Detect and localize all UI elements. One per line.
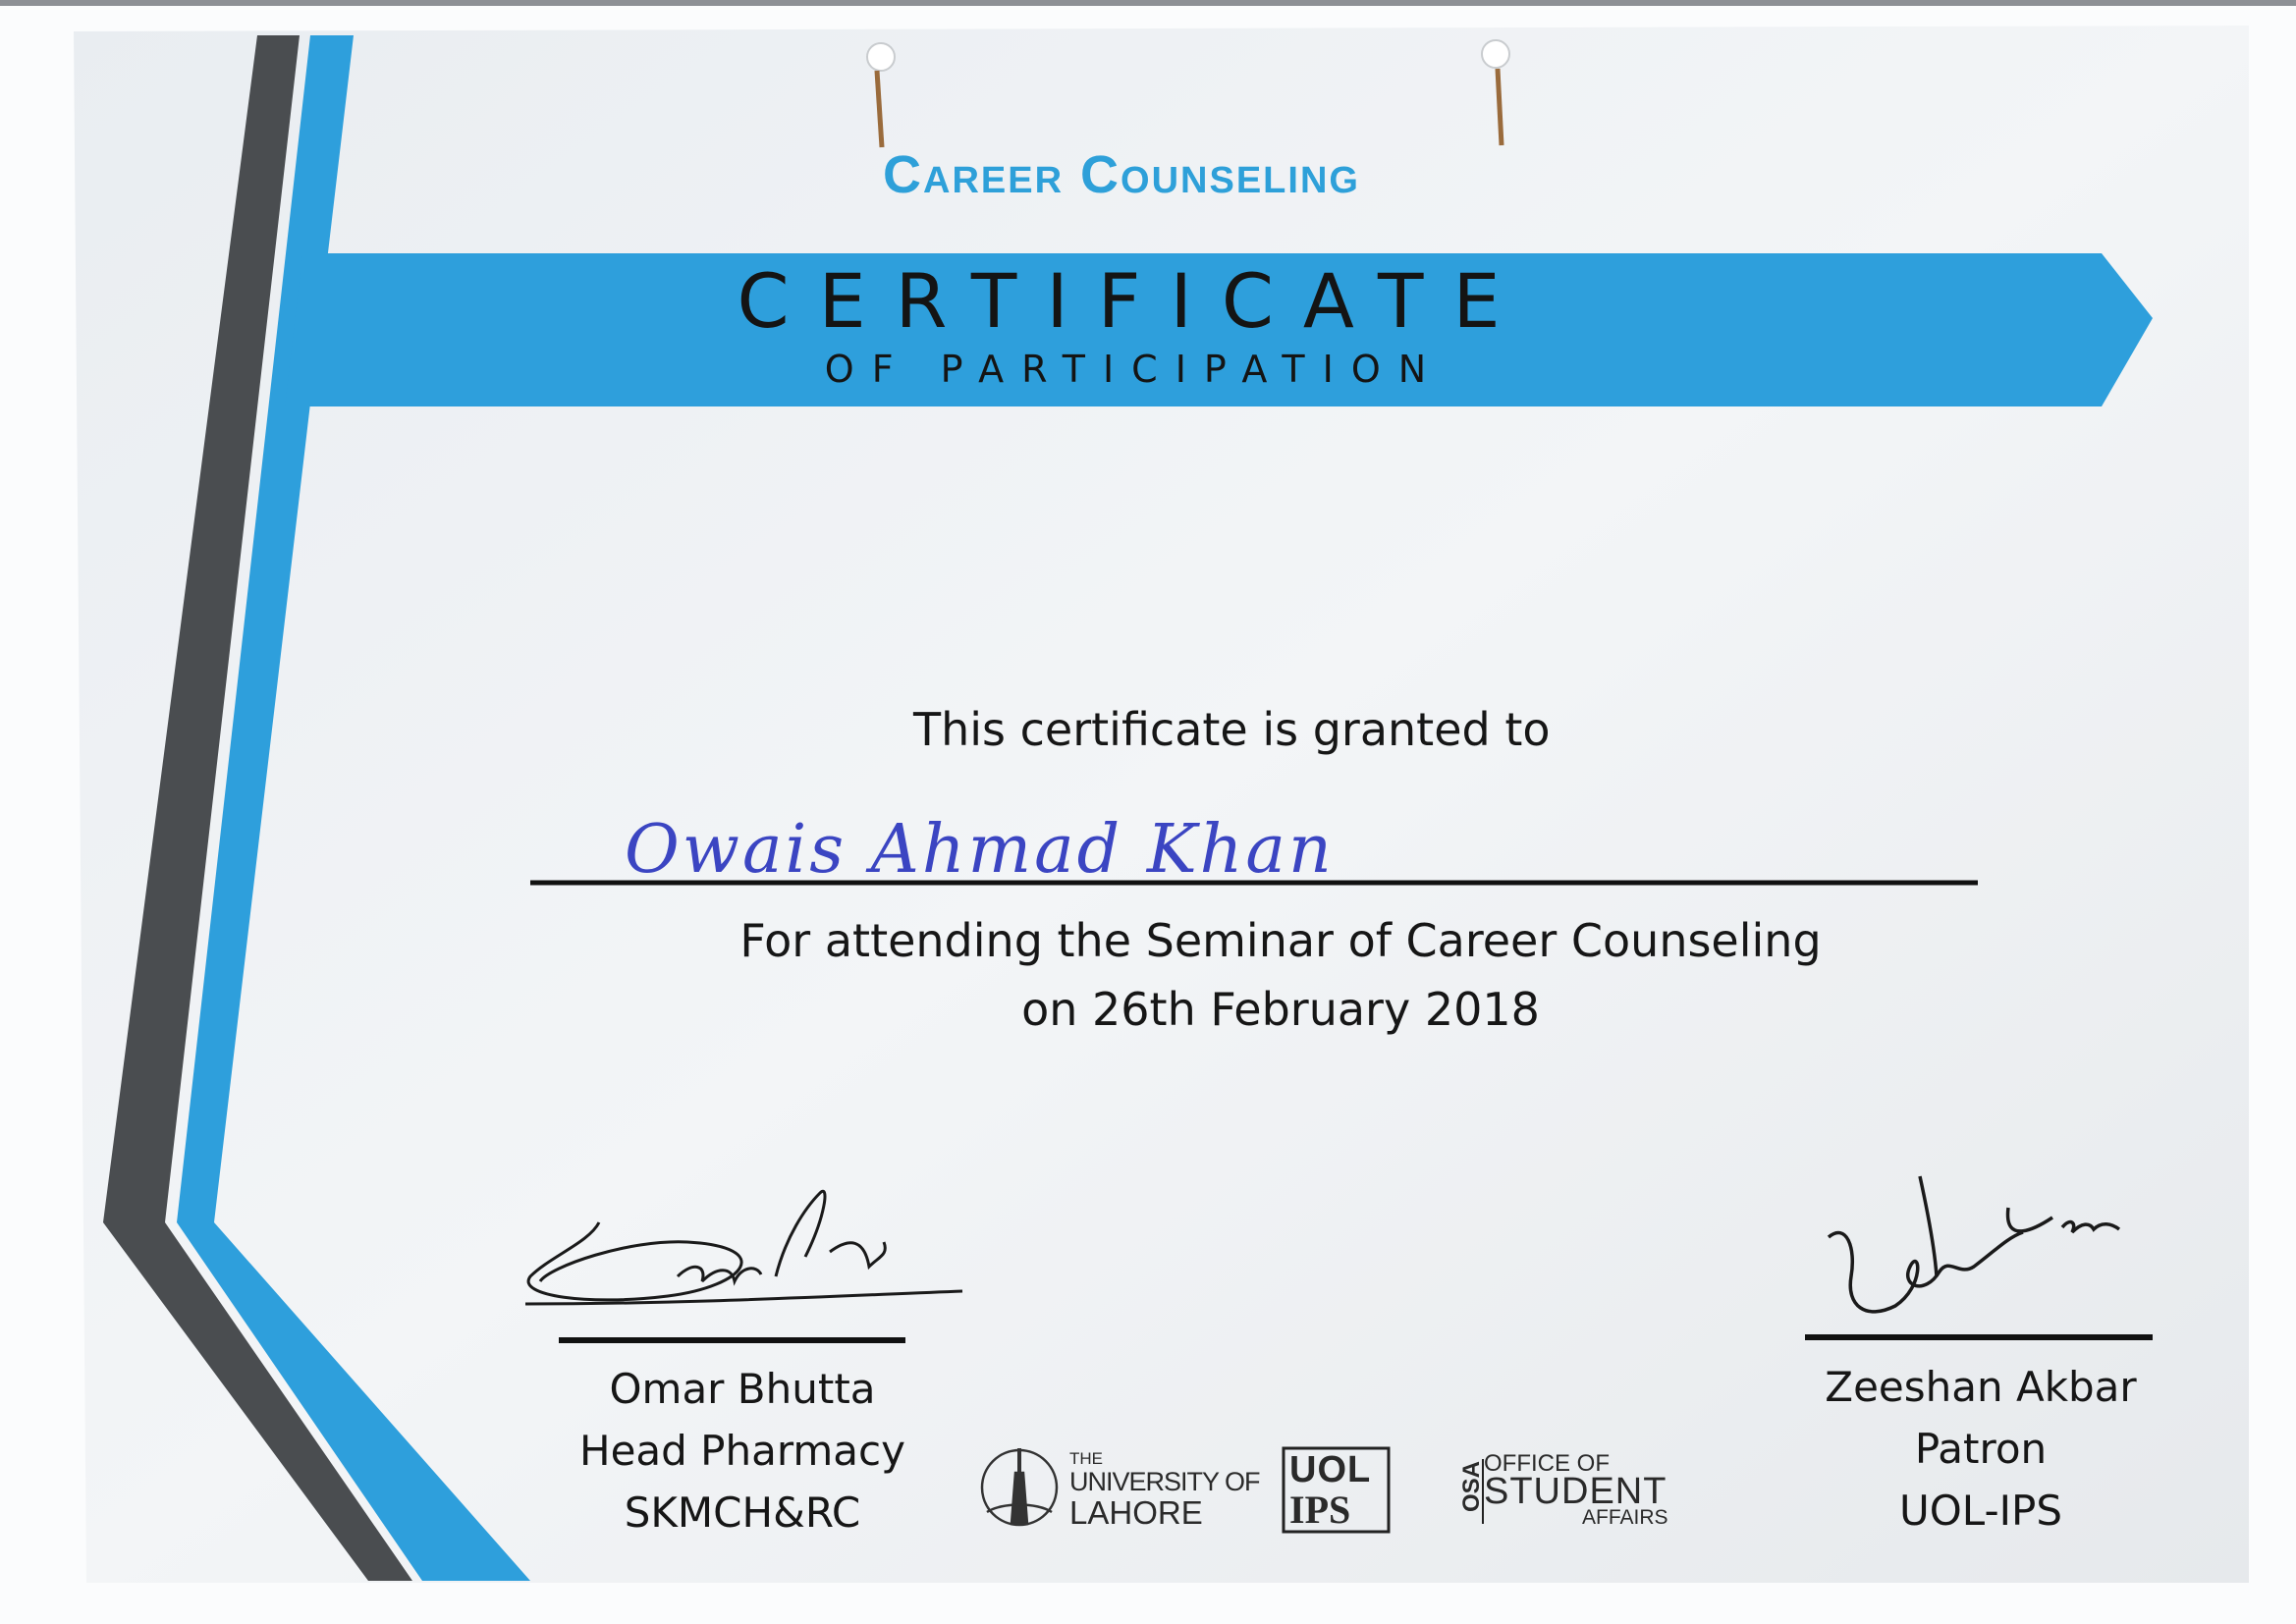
reason-line-2 bbox=[0, 983, 2296, 1036]
signatory-left bbox=[536, 1358, 949, 1543]
reason-line-1 bbox=[0, 914, 2296, 967]
event-title bbox=[0, 144, 2296, 205]
osa-logo-line3: AFFAIRS bbox=[1582, 1506, 1668, 1529]
scan-edge bbox=[0, 0, 2296, 6]
granted-text: This certificate is granted to bbox=[913, 703, 1551, 756]
signatory-left-name: Omar Bhutta bbox=[609, 1365, 876, 1413]
signatory-right-name: Zeeshan Akbar bbox=[1825, 1363, 2137, 1411]
certificate-subtitle bbox=[0, 348, 2296, 391]
recipient-name: Owais Ahmad Khan bbox=[625, 811, 1335, 889]
uol-logo-line1: UNIVERSITY OF bbox=[1069, 1467, 1260, 1496]
signatory-left-role: Head Pharmacy bbox=[579, 1427, 905, 1475]
certificate-subtitle-text: OF PARTICIPATION bbox=[824, 348, 1445, 391]
uol-logo-the: THE bbox=[1069, 1449, 1103, 1468]
uol-logo-line2: LAHORE bbox=[1069, 1494, 1203, 1531]
certificate-title bbox=[0, 257, 2296, 345]
signatory-right-org: UOL-IPS bbox=[1899, 1487, 2062, 1535]
reason-line-2-text: on 26th February 2018 bbox=[1021, 983, 1540, 1036]
ips-logo-top: UOL bbox=[1289, 1449, 1372, 1490]
signatory-left-org: SKMCH&RC bbox=[624, 1489, 861, 1537]
reason-line-1-text: For attending the Seminar of Career Counseling bbox=[739, 914, 1822, 967]
signatory-right bbox=[1775, 1356, 2187, 1542]
osa-logo-mark: OSA bbox=[1458, 1460, 1485, 1512]
ips-logo-bottom: IPS bbox=[1289, 1488, 1351, 1532]
osa-logo-line2: STUDENT bbox=[1484, 1471, 1667, 1512]
osa-logo-line1: OFFICE OF bbox=[1484, 1450, 1610, 1477]
signatory-right-role: Patron bbox=[1914, 1425, 2048, 1473]
event-title-text: Career Counseling bbox=[883, 145, 1360, 204]
certificate-title-text: CERTIFICATE bbox=[737, 257, 1530, 345]
